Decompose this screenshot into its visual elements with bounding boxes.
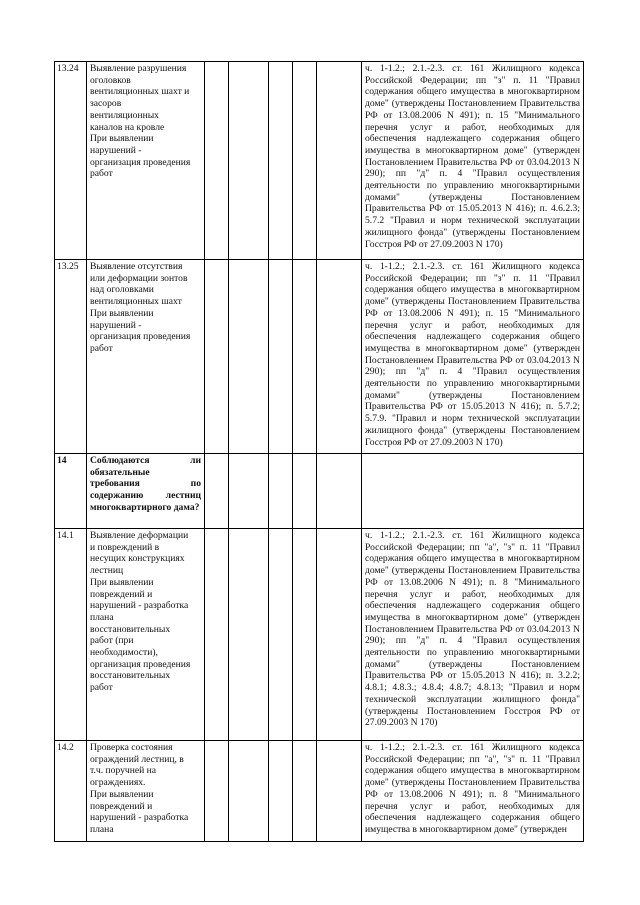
checklist-table xyxy=(54,61,584,842)
item-number: 13.24 xyxy=(55,62,87,260)
section-row xyxy=(55,454,584,529)
mark-cell xyxy=(229,454,269,529)
legal-reference: ч. 1-1.2.; 2.1.-2.3. ст. 161 Жилищного кодекса Российской Федерации; пп "з" п. 11 "Правил содержания общего имущества в многоквартирном доме" (утверждены Постановлением Правительства РФ от 13.08.2006 N 491); п. 15 "Минимального перечня услуг и работ, необходимых для обеспечения надлежащего содержания общего имущества в многоквартирном доме" (утвержден Постановлением Правительства РФ от 03.04.2013 N 290); пп "д" п. 4 "Правил осуществления деятельности по управлению многоквартирными домами" (утверждены Постановлением Правительства РФ от 15.05.2013 N 416); п. 4.6.2.3; 5.7.2 "Правил и норм технической эксплуатации жилищного фонда" (утверждены Постановлением Госстроя РФ от 27.09.2003 N 170) xyxy=(362,62,584,260)
item-description: Проверка состояния ограждений лестниц, в т.ч. поручней на ограждениях. При выявлении повреждений и нарушений - разработка плана xyxy=(87,741,205,842)
table-row xyxy=(55,62,584,260)
item-description: Выявление деформации и повреждений в несущих конструкциях лестниц При выявлении повреждений и нарушений - разработка плана восстановительных работ (при необходимости), организация проведения восстановительных работ xyxy=(87,529,205,741)
item-number: 14.1 xyxy=(55,529,87,741)
mark-cell xyxy=(269,260,293,454)
mark-cell xyxy=(317,62,362,260)
table-row xyxy=(55,741,584,842)
mark-cell xyxy=(229,529,269,741)
mark-cell xyxy=(229,260,269,454)
item-description: Выявление отсутствия или деформации зонтов над оголовками вентиляционных шахт При выявлении нарушений - организация проведения работ xyxy=(87,260,205,454)
mark-cell xyxy=(205,529,229,741)
mark-cell xyxy=(229,741,269,842)
item-number: 14.2 xyxy=(55,741,87,842)
mark-cell xyxy=(317,741,362,842)
mark-cell xyxy=(205,741,229,842)
legal-reference: ч. 1-1.2.; 2.1.-2.3. ст. 161 Жилищного кодекса Российской Федерации; пп "а", "з" п. 11 "Правил содержания общего имущества в многоквартирном доме" (утверждены Постановлением Правительства РФ от 13.08.2006 N 491); п. 8 "Минимального перечня услуг и работ, необходимых для обеспечения надлежащего содержания общего имущества в многоквартирном доме" (утвержден xyxy=(362,741,584,842)
legal-reference: ч. 1-1.2.; 2.1.-2.3. ст. 161 Жилищного кодекса Российской Федерации; пп "а", "з" п. 11 "Правил содержания общего имущества в многоквартирном доме" (утверждены Постановлением Правительства РФ от 13.08.2006 N 491); п. 8 "Минимального перечня услуг и работ, необходимых для обеспечения надлежащего содержания общего имущества в многоквартирном доме" (утвержден Постановлением Правительства РФ от 03.04.2013 N 290); пп "д" п. 4 "Правил осуществления деятельности по управлению многоквартирными домами" (утверждены Постановлением Правительства РФ от 15.05.2013 N 416); п. 3.2.2; 4.8.1; 4.8.3.; 4.8.4; 4.8.7; 4.8.13; "Правил и норм технической эксплуатации жилищного фонда" (утверждены Постановлением Госстроя РФ от 27.09.2003 N 170) xyxy=(362,529,584,741)
mark-cell xyxy=(317,260,362,454)
mark-cell xyxy=(205,62,229,260)
mark-cell xyxy=(269,454,293,529)
table-row xyxy=(55,260,584,454)
mark-cell xyxy=(293,529,317,741)
document-page xyxy=(54,61,584,842)
mark-cell xyxy=(205,260,229,454)
mark-cell xyxy=(317,454,362,529)
mark-cell xyxy=(269,741,293,842)
item-number: 13.25 xyxy=(55,260,87,454)
section-question: Соблюдаются ли обязательные требования по содержанию лестниц многоквартирного дама? xyxy=(87,454,205,529)
mark-cell xyxy=(229,62,269,260)
legal-reference: ч. 1-1.2.; 2.1.-2.3. ст. 161 Жилищного кодекса Российской Федерации; пп "з" п. 11 "Правил содержания общего имущества в многоквартирном доме" (утверждены Постановлением Правительства РФ от 13.08.2006 N 491); п. 15 "Минимального перечня услуг и работ, необходимых для обеспечения надлежащего содержания общего имущества в многоквартирном доме" (утвержден Постановлением Правительства РФ от 03.04.2013 N 290); пп "д" п. 4 "Правил осуществления деятельности по управлению многоквартирными домами" (утверждены Постановлением Правительства РФ от 15.05.2013 N 416); п. 5.7.2; 5.7.9. "Правил и норм технической эксплуатации жилищного фонда" (утверждены Постановлением Госстроя РФ от 27.09.2003 N 170) xyxy=(362,260,584,454)
mark-cell xyxy=(269,62,293,260)
item-description: Выявление разрушения оголовков вентиляционных шахт и засоров вентиляционных каналов на кровле При выявлении нарушений - организация проведения работ xyxy=(87,62,205,260)
table-row xyxy=(55,529,584,741)
mark-cell xyxy=(293,62,317,260)
mark-cell xyxy=(293,454,317,529)
mark-cell xyxy=(317,529,362,741)
mark-cell xyxy=(205,454,229,529)
mark-cell xyxy=(293,260,317,454)
mark-cell xyxy=(269,529,293,741)
mark-cell xyxy=(293,741,317,842)
section-number: 14 xyxy=(55,454,87,529)
legal-reference xyxy=(362,454,584,529)
